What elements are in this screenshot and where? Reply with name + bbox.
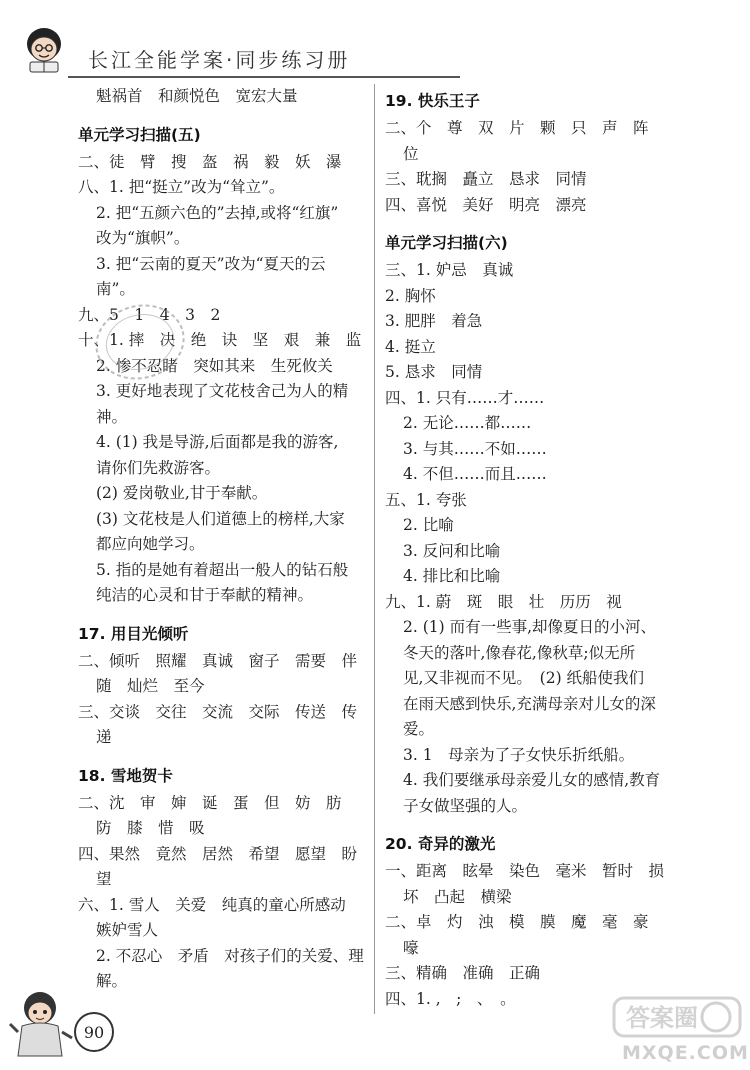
page-header xyxy=(0,0,750,80)
answer-line: 二、卓 灼 浊 模 膜 魔 毫 豪 xyxy=(385,913,649,931)
section-heading: 19. 快乐王子 xyxy=(385,92,480,110)
answer-line: 二、倾听 照耀 真诚 窗子 需要 伴 xyxy=(78,651,358,670)
section-heading: 单元学习扫描(五) xyxy=(78,125,201,144)
answer-line: 都应向她学习。 xyxy=(96,535,205,553)
page-number: 90 xyxy=(74,1012,114,1052)
section-heading: 单元学习扫描(六) xyxy=(385,234,508,252)
watermark-url: MXQE.COM xyxy=(622,1042,749,1064)
watermark-logo-icon xyxy=(612,992,742,1042)
section-gap xyxy=(78,609,368,617)
answer-line: 在雨天感到快乐,充满母亲对儿女的深 xyxy=(403,694,656,713)
answer-line: 3. 1 母亲为了子女快乐折纸船。 xyxy=(403,745,635,764)
answer-line: 位 xyxy=(403,144,419,163)
right-column xyxy=(385,84,675,1012)
answer-line: 二、徒 臂 搜 盔 祸 毅 妖 瀑 xyxy=(78,152,342,171)
column-divider xyxy=(374,84,375,1014)
answer-line: 三、精确 准确 正确 xyxy=(385,964,541,982)
answer-line: 九、5 1 4 3 2 xyxy=(78,305,221,324)
answer-line: 2. 比喻 xyxy=(403,516,454,534)
answer-line: 望 xyxy=(96,870,112,888)
answer-line: 随 灿烂 至今 xyxy=(96,677,205,695)
answer-line: 二、个 尊 双 片 颗 只 声 阵 xyxy=(385,119,649,137)
answer-stamp-icon xyxy=(90,300,190,385)
section-heading: 18. 雪地贺卡 xyxy=(78,766,173,785)
answer-line: 2. 不忍心 矛盾 对孩子们的关爱、理 xyxy=(96,946,364,965)
answer-line: 改为“旗帜”。 xyxy=(96,229,190,247)
answer-line: 三、交谈 交往 交流 交际 传送 传 xyxy=(78,702,358,721)
answer-line: 坏 凸起 横梁 xyxy=(403,887,512,906)
answer-line: 一、距离 眩晕 染色 毫米 暂时 损 xyxy=(385,862,665,880)
answer-line: 嫉妒雪人 xyxy=(96,921,159,939)
answer-line: 四、1. 只有……才…… xyxy=(385,388,545,407)
answer-line: 四、1. , ; 、 。 xyxy=(385,989,516,1008)
kid-mascot-icon xyxy=(8,980,78,1060)
answer-line: 2. 胸怀 xyxy=(385,286,436,305)
answer-line: 神。 xyxy=(96,407,128,426)
left-column xyxy=(78,84,368,995)
section-heading: 17. 用目光倾听 xyxy=(78,624,189,643)
answer-line: 五、1. 夸张 xyxy=(385,490,467,509)
answer-line: 爱。 xyxy=(403,720,435,738)
answer-line: 四、喜悦 美好 明亮 漂亮 xyxy=(385,195,587,214)
section-gap xyxy=(385,819,675,827)
answer-line: 5. 恳求 同情 xyxy=(385,363,483,381)
answer-line: 防 膝 惜 吸 xyxy=(96,819,205,837)
answer-line: 六、1. 雪人 关爱 纯真的童心所感动 xyxy=(78,895,346,914)
answer-line: 3. 与其……不如…… xyxy=(403,439,547,458)
answer-line: 三、1. 妒忌 真诚 xyxy=(385,261,514,279)
answer-line: 4. 我们要继承母亲爱儿女的感情,教育 xyxy=(403,771,661,789)
header-title: 长江全能学案·同步练习册 xyxy=(88,48,351,72)
header-rule xyxy=(68,76,460,78)
answer-line: 三、耽搁 矗立 恳求 同情 xyxy=(385,170,587,188)
answer-line: 递 xyxy=(96,728,112,746)
answer-line: 4. (1) 我是导游,后面都是我的游客, xyxy=(96,433,339,451)
answer-line: 2. 无论……都…… xyxy=(403,414,532,432)
answer-line: (3) 文花枝是人们道德上的榜样,大家 xyxy=(96,509,345,528)
answer-line: 子女做坚强的人。 xyxy=(403,796,528,815)
answer-line: (2) 爱岗敬业,甘于奉献。 xyxy=(96,484,268,502)
answer-line: 请你们先救游客。 xyxy=(96,458,221,477)
answer-line: 八、1. 把“挺立”改为“耸立”。 xyxy=(78,178,285,196)
answer-line: 南”。 xyxy=(96,280,135,298)
answer-line: 5. 指的是她有着超出一般人的钻石般 xyxy=(96,560,349,579)
answer-line: 2. 惨不忍睹 突如其来 生死攸关 xyxy=(96,356,333,375)
answer-line: 解。 xyxy=(96,972,128,990)
answer-line: 2. 把“五颜六色的”去掉,或将“红旗” xyxy=(96,203,339,222)
answer-line: 见,又非视而不见。 (2) 纸船使我们 xyxy=(403,669,645,687)
answer-line: 3. 反问和比喻 xyxy=(403,541,501,560)
answer-line: 二、沈 审 婶 诞 蛋 但 妨 肪 xyxy=(78,793,342,812)
watermark-logo-text: 答案圈 xyxy=(626,1004,698,1032)
section-gap xyxy=(385,218,675,226)
section-heading: 20. 奇异的激光 xyxy=(385,835,496,853)
answer-line: 3. 把“云南的夏天”改为“夏天的云 xyxy=(96,254,326,273)
section-gap xyxy=(78,110,368,118)
answer-line: 纯洁的心灵和甘于奉献的精神。 xyxy=(96,586,314,604)
answer-line: 4. 排比和比喻 xyxy=(403,567,501,585)
answer-line: 3. 更好地表现了文花枝舍己为人的精 xyxy=(96,382,349,400)
answer-line: 4. 不但……而且…… xyxy=(403,465,547,483)
answer-line: 3. 肥胖 着急 xyxy=(385,312,483,330)
student-mascot-icon xyxy=(20,22,68,74)
section-gap xyxy=(78,751,368,759)
answer-line: 冬天的落叶,像春花,像秋草;似无所 xyxy=(403,643,636,662)
answer-line: 4. 挺立 xyxy=(385,337,436,356)
answer-line: 十、1. 摔 决 绝 诀 坚 艰 兼 监 xyxy=(78,331,362,349)
answer-line: 九、1. 蔚 斑 眼 壮 历历 视 xyxy=(385,592,622,611)
answer-line: 嚎 xyxy=(403,938,419,957)
answer-line: 四、果然 竟然 居然 希望 愿望 盼 xyxy=(78,844,358,863)
answer-line: 魁祸首 和颜悦色 宽宏大量 xyxy=(96,87,298,105)
answer-line: 2. (1) 而有一些事,却像夏日的小河、 xyxy=(403,618,657,636)
